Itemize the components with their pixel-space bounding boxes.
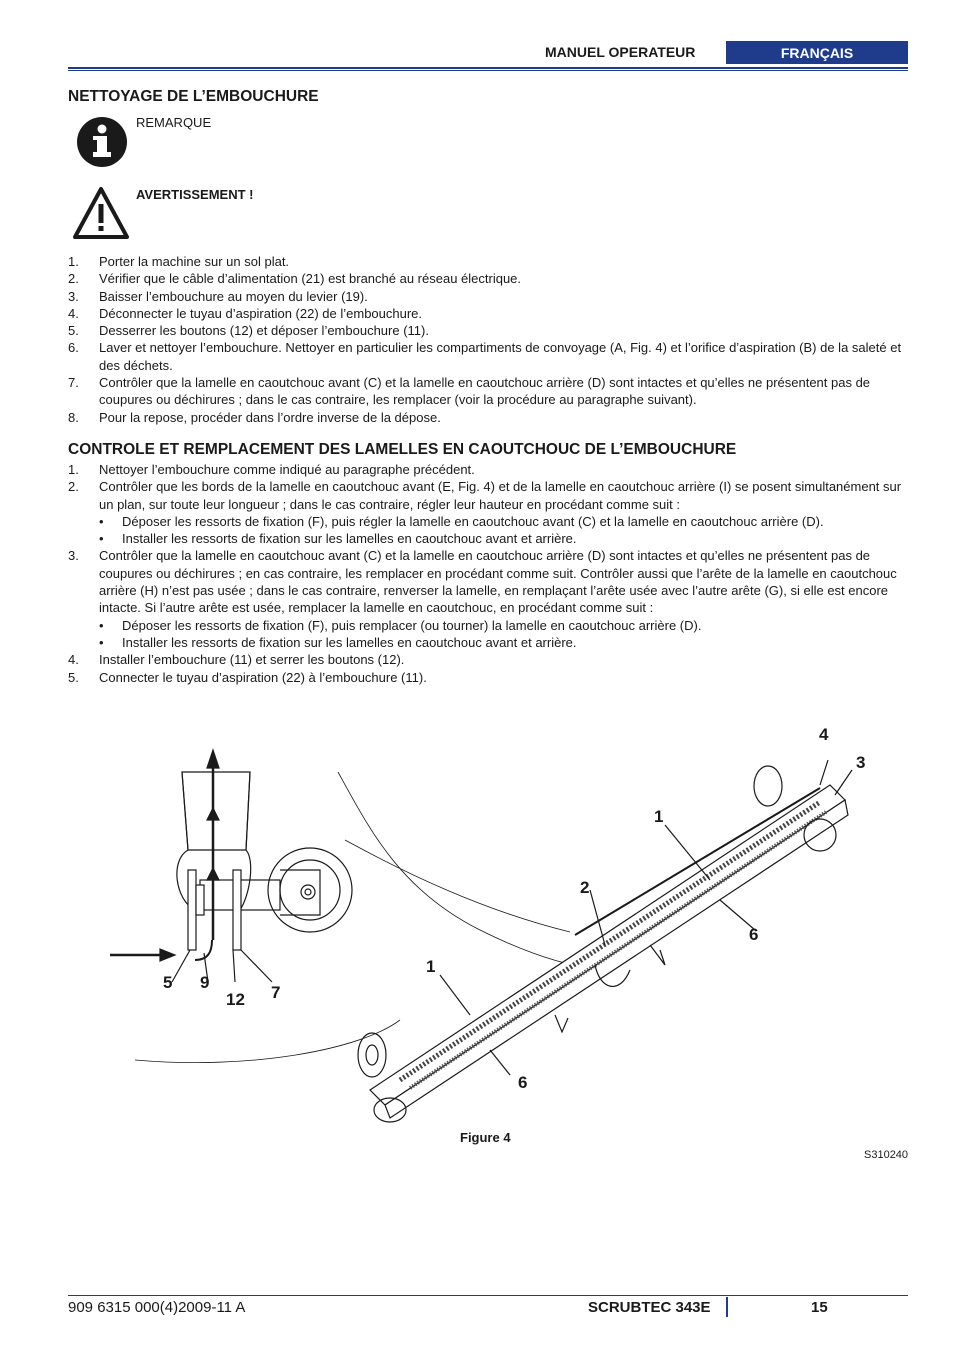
info-icon	[76, 116, 128, 168]
list-item: 4. Installer l’embouchure (11) et serrer les boutons (12).	[68, 652, 405, 668]
footer-divider	[726, 1297, 728, 1317]
figure-caption: Figure 4	[460, 1130, 511, 1145]
list-item: 4. Déconnecter le tuyau d’aspiration (22) de l’embouchure.	[68, 305, 423, 321]
callout-4: 4	[819, 725, 829, 744]
bullet-item: • Déposer les ressorts de fixation (F), puis régler la lamelle en caoutchouc avant (C) et la lamelle en caoutchouc arrière (D).	[99, 513, 824, 529]
squeegee-illustration	[100, 720, 880, 1130]
bullet-item: • Installer les ressorts de fixation sur les lamelles en caoutchouc avant et arrière.	[99, 634, 577, 650]
section-heading-blades: CONTROLE ET REMPLACEMENT DES LAMELLES EN CAOUTCHOUC DE L’EMBOUCHURE	[68, 441, 737, 458]
list-item: 7. Contrôler que la lamelle en caoutchouc avant (C) et la lamelle en caoutchouc arrière (D) sont intactes et qu’elles ne présentent pas de coupures ou déchirures ; dans le cas contraire, les remplacer (voir la procédure au paragraphe suivant).	[68, 375, 871, 408]
list-item: 3. Baisser l’embouchure au moyen du levier (19).	[68, 288, 368, 304]
note-label: REMARQUE	[136, 115, 212, 130]
footer-rule	[68, 1295, 908, 1296]
callout-5: 5	[163, 973, 173, 992]
warning-icon	[72, 186, 130, 240]
doc-number: 909 6315 000(4)2009-11 A	[68, 1299, 246, 1316]
cleaning-steps-list	[68, 253, 910, 426]
page-number: 15	[811, 1299, 828, 1316]
header-rule	[68, 67, 908, 69]
callout-1-upper: 1	[654, 807, 664, 826]
list-item: 2. Vérifier que le câble d’alimentation (21) est branché au réseau électrique.	[68, 271, 522, 287]
list-item: 1. Nettoyer l’embouchure comme indiqué au paragraphe précédent.	[68, 462, 475, 477]
callout-2: 2	[580, 878, 590, 897]
bullet-item: • Installer les ressorts de fixation sur les lamelles en caoutchouc avant et arrière.	[99, 531, 577, 547]
list-item: 6. Laver et nettoyer l’embouchure. Nettoyer en particulier les compartiments de convoyage (A, Fig. 4) et l’orifice d’aspiration (B) de la saleté et des déchets.	[68, 340, 902, 373]
list-item: 5. Connecter le tuyau d’aspiration (22) à l’embouchure (11).	[68, 669, 427, 685]
figure-code: S310240	[864, 1149, 909, 1161]
callout-6-lower: 6	[518, 1073, 528, 1092]
warning-label: AVERTISSEMENT !	[136, 187, 254, 202]
list-item: 3. Contrôler que la lamelle en caoutchouc avant (C) et la lamelle en caoutchouc arrière (D) sont intactes et qu’elles ne présentent pas de coupures ou déchirures ; en cas contraire, les remplacer en procédant comme suit. Contrôler aussi que l’arête de la lamelle en caoutchouc arrière (H) n’est pas usée ; dans le cas contraire, renverser la lamelle, en remplaçant l’arête usée avec l’autre arête (G), si elle est encore intacte. Si l’autre arête est usée, remplacer la lamelle en caoutchouc, en procédant comme suit :	[68, 548, 897, 616]
callout-7: 7	[271, 983, 281, 1002]
section-heading-cleaning: NETTOYAGE DE L’EMBOUCHURE	[68, 88, 319, 105]
language-tab: FRANÇAIS	[726, 41, 908, 64]
header-rule-thin	[68, 70, 908, 71]
list-item: 5. Desserrer les boutons (12) et déposer l’embouchure (11).	[68, 323, 429, 339]
header-title: MANUEL OPERATEUR	[545, 44, 696, 60]
callout-12: 12	[226, 990, 245, 1009]
callout-6-upper: 6	[749, 925, 759, 944]
list-item: 2. Contrôler que les bords de la lamelle en caoutchouc avant (E, Fig. 4) et de la lamelle en caoutchouc arrière (I) se posent simultanément sur un plan, sur toute leur longueur ; dans le cas contraire, régler leur hauteur en procédant comme suit :	[68, 479, 902, 512]
callout-3: 3	[856, 753, 866, 772]
list-item: 8. Pour la repose, procéder dans l’ordre inverse de la dépose.	[68, 409, 441, 425]
callout-9: 9	[200, 973, 210, 992]
callout-1-lower: 1	[426, 957, 436, 976]
blade-steps-list	[68, 461, 910, 686]
bullet-item: • Déposer les ressorts de fixation (F), puis remplacer (ou tourner) la lamelle en caoutchouc arrière (D).	[99, 617, 702, 633]
model-name: SCRUBTEC 343E	[588, 1299, 711, 1316]
list-item: 1. Porter la machine sur un sol plat.	[68, 254, 290, 269]
